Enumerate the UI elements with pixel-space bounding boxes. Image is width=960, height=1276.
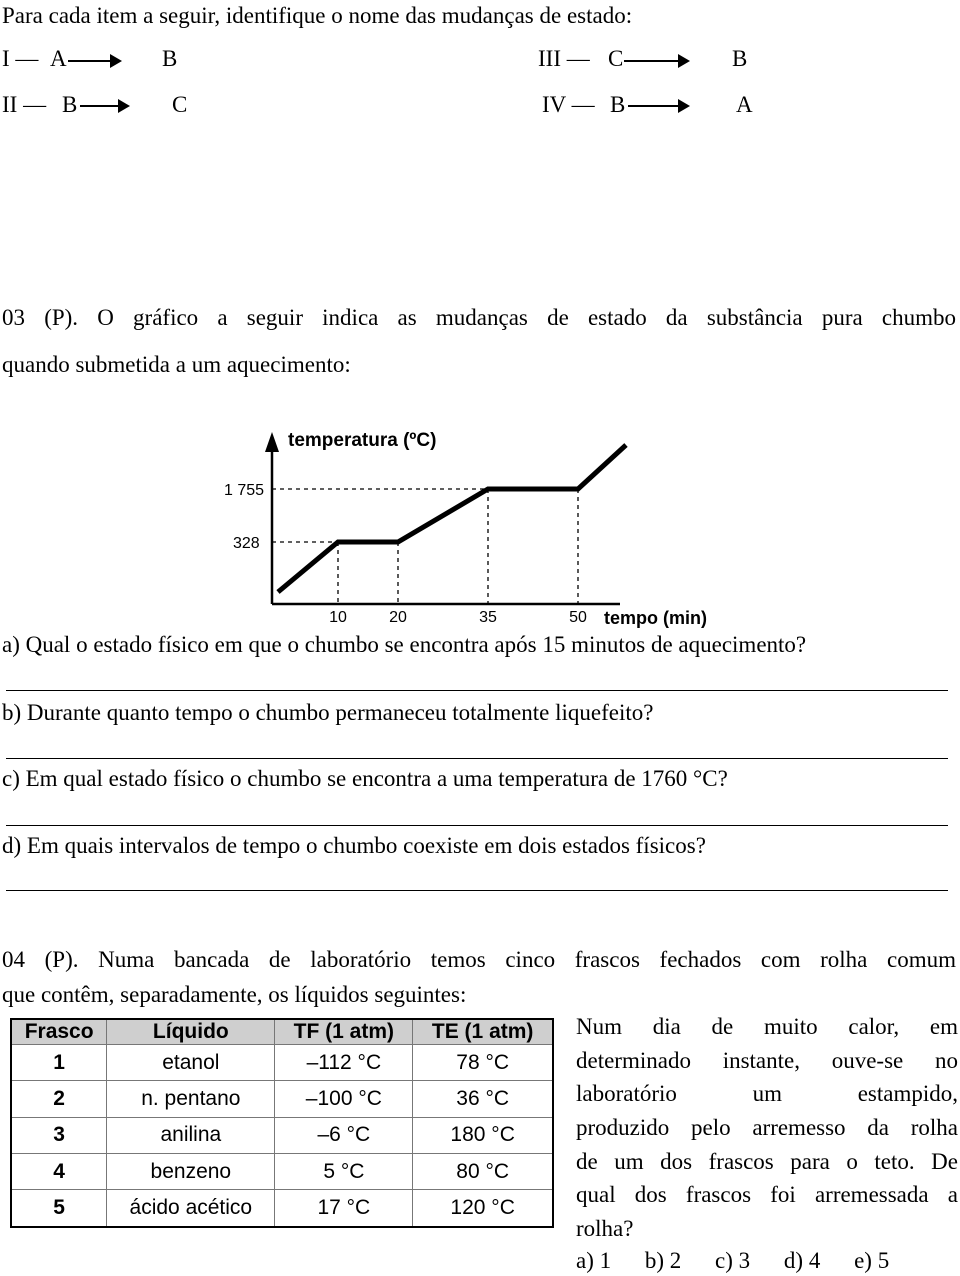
boiling-point: 78 °C	[413, 1045, 553, 1081]
answer-options	[576, 1248, 917, 1274]
y-axis-label: temperatura (ºC)	[288, 430, 437, 451]
x-tick-label: 35	[479, 609, 497, 626]
transition-number: III —	[538, 46, 590, 71]
q04-side-line: produzido pelo arremesso da rolha	[576, 1115, 958, 1140]
q04-side-line: Num dia de muito calor, em	[576, 1014, 958, 1039]
liquid-name: benzeno	[107, 1154, 275, 1190]
transition-to: B	[732, 46, 748, 71]
transition-number: II —	[2, 92, 47, 117]
liquid-name: n. pentano	[107, 1081, 275, 1117]
x-tick-label: 20	[389, 609, 407, 626]
y-tick-label: 328	[233, 535, 260, 552]
flasks-table	[10, 1018, 554, 1228]
melting-point: –6 °C	[275, 1117, 413, 1153]
option-e[interactable]: e) 5	[854, 1248, 890, 1273]
boiling-point: 120 °C	[413, 1190, 553, 1227]
q03-item-a: a) Qual o estado físico em que o chumbo se encontra após 15 minutos de aquecimento?	[2, 632, 807, 657]
q04-side-line: qual dos frascos foi arremessada a	[576, 1182, 958, 1207]
transition-from: C	[608, 46, 624, 71]
transition-to: A	[736, 92, 753, 117]
q03-item-b: b) Durante quanto tempo o chumbo permaneceu totalmente liquefeito?	[2, 700, 654, 725]
y-tick-label: 1 755	[224, 482, 265, 499]
liquid-name: etanol	[107, 1045, 275, 1081]
flask-number: 2	[11, 1081, 107, 1117]
option-d[interactable]: d) 4	[783, 1248, 821, 1273]
option-a[interactable]: a) 1	[576, 1248, 612, 1273]
q03-line2: quando submetida a um aquecimento:	[2, 352, 351, 377]
table-row	[11, 1117, 553, 1153]
answer-line-d[interactable]	[6, 890, 948, 891]
flask-number: 3	[11, 1117, 107, 1153]
q04-line1: 04 (P). Numa bancada de laboratório temos cinco frascos fechados com rolha comum	[2, 947, 956, 972]
q03-line1: 03 (P). O gráfico a seguir indica as mudanças de estado da substância pura chumbo	[2, 305, 956, 330]
melting-point: 5 °C	[275, 1154, 413, 1190]
q04-line2: que contêm, separadamente, os líquidos seguintes:	[2, 982, 467, 1007]
q03-item-d: d) Em quais intervalos de tempo o chumbo coexiste em dois estados físicos?	[2, 833, 706, 858]
transition-to: B	[162, 46, 178, 71]
temperature-series-line	[278, 445, 626, 592]
liquid-name: anilina	[107, 1117, 275, 1153]
flask-number: 4	[11, 1154, 107, 1190]
q04-side-line: de um dos frascos para o teto. De	[576, 1149, 958, 1174]
option-c[interactable]: c) 3	[715, 1248, 751, 1273]
q03-item-c: c) Em qual estado físico o chumbo se encontra a uma temperatura de 1760 °C?	[2, 766, 728, 791]
boiling-point: 180 °C	[413, 1117, 553, 1153]
liquid-name: ácido acético	[107, 1190, 275, 1227]
column-header: TE (1 atm)	[413, 1019, 553, 1045]
column-header: TF (1 atm)	[275, 1019, 413, 1045]
transition-from: B	[610, 92, 626, 117]
boiling-point: 80 °C	[413, 1154, 553, 1190]
table-header-row	[11, 1019, 553, 1045]
answer-line-c[interactable]	[6, 825, 948, 826]
transition-from: A	[50, 46, 67, 71]
column-header: Frasco	[11, 1019, 107, 1045]
x-tick-label: 50	[569, 609, 587, 626]
transition-number: I —	[2, 46, 39, 71]
column-header: Líquido	[107, 1019, 275, 1045]
y-axis-arrow-icon	[265, 432, 279, 452]
intro-text: Para cada item a seguir, identifique o nome das mudanças de estado:	[2, 3, 633, 28]
table-row	[11, 1190, 553, 1227]
option-b[interactable]: b) 2	[644, 1248, 682, 1273]
melting-point: –112 °C	[275, 1045, 413, 1081]
answer-line-a[interactable]	[6, 690, 948, 691]
table-row	[11, 1154, 553, 1190]
transition-to: C	[172, 92, 188, 117]
q04-side-line: laboratório um estampido,	[576, 1081, 958, 1106]
q04-side-line: rolha?	[576, 1216, 634, 1241]
x-tick-label: 10	[329, 609, 347, 626]
flask-number: 1	[11, 1045, 107, 1081]
transition-number: IV —	[542, 92, 595, 117]
x-axis-label: tempo (min)	[604, 608, 707, 628]
melting-point: –100 °C	[275, 1081, 413, 1117]
boiling-point: 36 °C	[413, 1081, 553, 1117]
transition-from: B	[62, 92, 78, 117]
flask-number: 5	[11, 1190, 107, 1227]
table-row	[11, 1081, 553, 1117]
q04-side-line: determinado instante, ouve-se no	[576, 1048, 958, 1073]
melting-point: 17 °C	[275, 1190, 413, 1227]
answer-line-b[interactable]	[6, 758, 948, 759]
table-row	[11, 1045, 553, 1081]
